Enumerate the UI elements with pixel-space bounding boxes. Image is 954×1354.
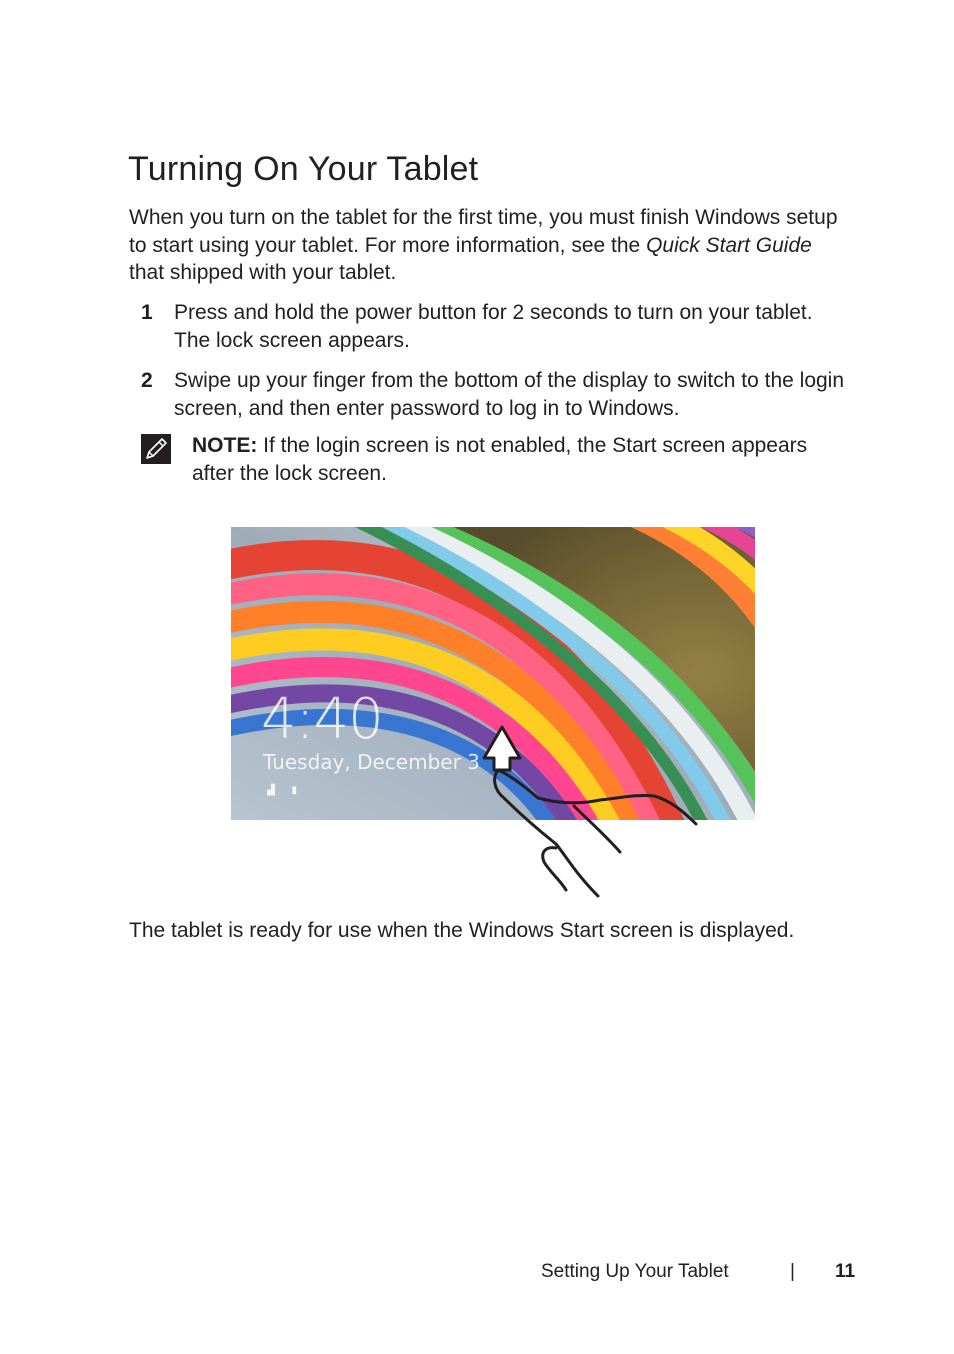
- lock-screen-time: 4:40: [261, 687, 383, 752]
- step-number: 1: [141, 301, 153, 324]
- footer-separator: |: [790, 1261, 795, 1282]
- step-text: Swipe up your finger from the bottom of the display to switch to the login screen, and then enter password to log in to Windows.: [174, 369, 845, 420]
- note-label: NOTE:: [192, 434, 258, 457]
- page-title: Turning On Your Tablet: [128, 150, 479, 188]
- page-number: 11: [835, 1261, 856, 1282]
- pencil-note-icon: [141, 434, 171, 464]
- footer-section-title: Setting Up Your Tablet: [541, 1261, 729, 1282]
- intro-text-end: that shipped with your tablet.: [129, 261, 397, 284]
- closing-paragraph: The tablet is ready for use when the Windows Start screen is displayed.: [129, 919, 795, 942]
- intro-text-start: When you turn on the tablet for the first time, you must finish Windows setup to start using your tablet. For more information, see the: [129, 206, 838, 257]
- swipe-up-hand-icon: [470, 720, 710, 905]
- quick-start-guide-reference: Quick Start Guide: [646, 233, 812, 257]
- lock-screen-date: Tuesday, December 3: [263, 750, 480, 774]
- battery-icon: ▮: [291, 785, 297, 796]
- lock-screen-status-icons: [267, 785, 297, 796]
- intro-paragraph: [129, 204, 849, 287]
- note-body: If the login screen is not enabled, the Start screen appears after the lock screen.: [192, 434, 808, 485]
- step-number: 2: [141, 369, 153, 392]
- note-text: [192, 432, 832, 487]
- network-icon: ▟: [267, 785, 275, 796]
- step-text: Press and hold the power button for 2 seconds to turn on your tablet. The lock screen appears.: [174, 301, 813, 352]
